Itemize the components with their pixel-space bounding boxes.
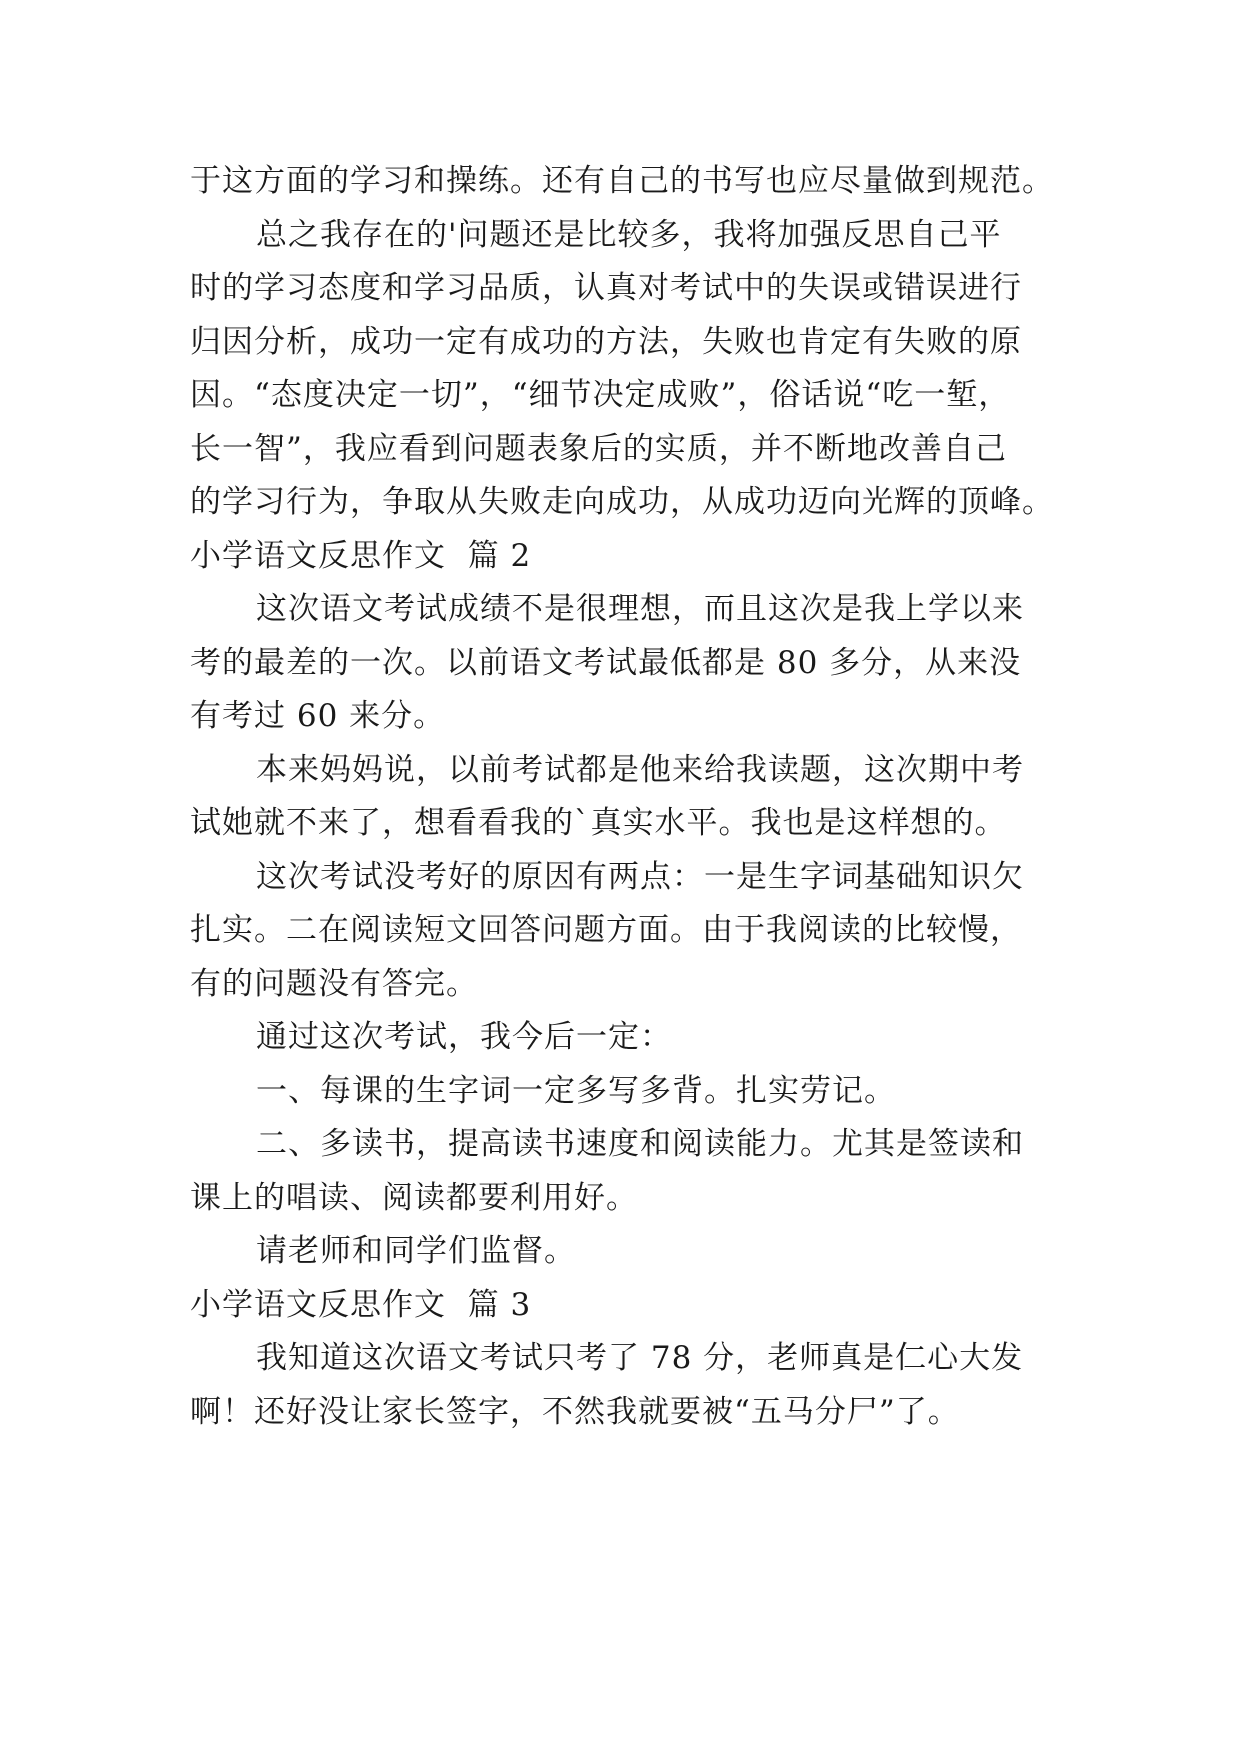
section-heading: 小学语文反思作文 篇 2 (190, 537, 532, 574)
text-line: 因。“态度决定一切”，“细节决定成败”，俗话说“吃一堑， (190, 377, 1011, 413)
text-line: 我知道这次语文考试只考了 78 分，老师真是仁心大发 (256, 1340, 1024, 1376)
text-line: 这次考试没考好的原因有两点：一是生字词基础知识欠 (256, 858, 1024, 895)
document-page (190, 155, 1070, 1439)
text-line: 请老师和同学们监督。 (256, 1233, 576, 1269)
text-line: 一、每课的生字词一定多写多背。扎实劳记。 (256, 1072, 896, 1109)
text-line: 总之我存在的'问题还是比较多，我将加强反思自己平 (256, 216, 1002, 253)
text-line: 长一智”，我应看到问题表象后的实质，并不断地改善自己 (190, 430, 1007, 467)
text-line: 时的学习态度和学习品质，认真对考试中的失误或错误进行 (190, 270, 1022, 306)
text-line: 通过这次考试，我今后一定： (256, 1019, 672, 1055)
document-body (190, 155, 1070, 1439)
text-line: 课上的唱读、阅读都要利用好。 (190, 1179, 638, 1216)
text-line: 试她就不来了，想看看我的`真实水平。我也是这样想的。 (190, 805, 1007, 841)
text-line: 啊！还好没让家长签字，不然我就要被“五马分尸”了。 (190, 1393, 960, 1430)
text-line: 有考过 60 来分。 (190, 698, 446, 734)
text-line: 有的问题没有答完。 (190, 965, 478, 1002)
text-line: 归因分析，成功一定有成功的方法，失败也肯定有失败的原 (190, 323, 1022, 360)
text-line: 的学习行为，争取从失败走向成功，从成功迈向光辉的顶峰。 (190, 484, 1054, 520)
text-line: 这次语文考试成绩不是很理想，而且这次是我上学以来 (256, 591, 1024, 627)
section-heading: 小学语文反思作文 篇 3 (190, 1286, 532, 1323)
text-line: 于这方面的学习和操练。还有自己的书写也应尽量做到规范。 (190, 163, 1054, 199)
text-line: 本来妈妈说，以前考试都是他来给我读题，这次期中考 (256, 751, 1024, 788)
text-line: 扎实。二在阅读短文回答问题方面。由于我阅读的比较慢， (190, 912, 1022, 948)
text-line: 二、多读书，提高读书速度和阅读能力。尤其是签读和 (256, 1126, 1024, 1162)
text-line: 考的最差的一次。以前语文考试最低都是 80 多分，从来没 (190, 644, 1022, 681)
